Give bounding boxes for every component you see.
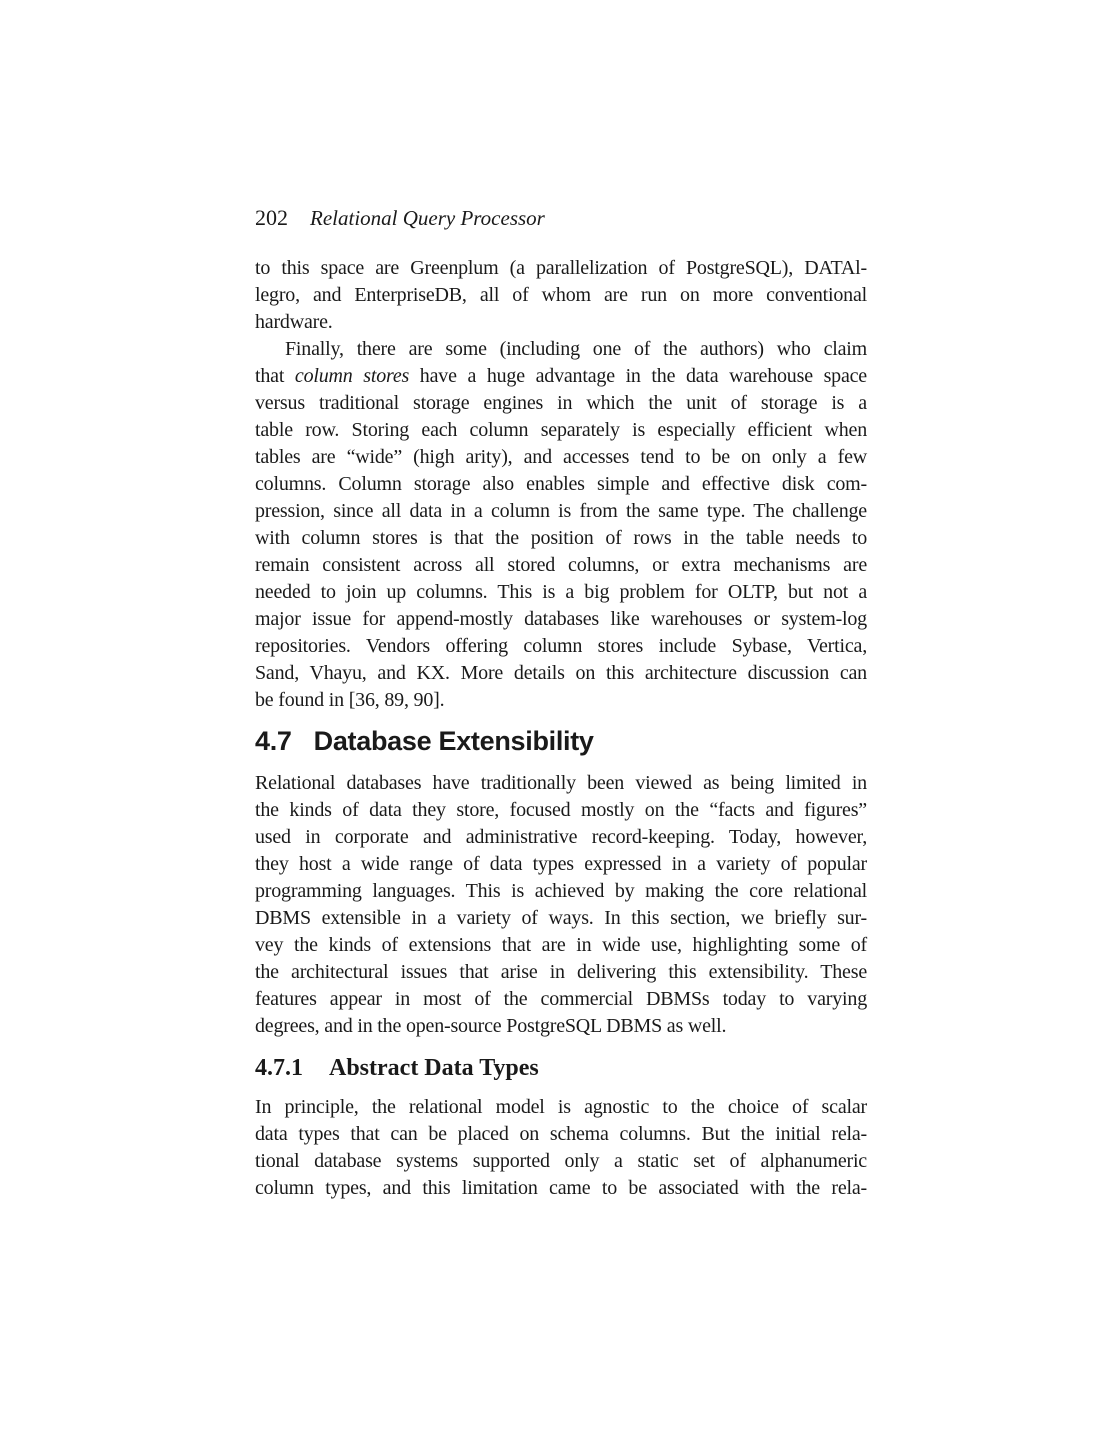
text-line: hardware. <box>255 311 333 333</box>
text-line: pression, since all data in a column is from the same type. The challenge <box>255 500 867 522</box>
text-line: tional database systems supported only a static set of alphanumeric <box>255 1150 867 1172</box>
text-line: repositories. Vendors offering column stores include Sybase, Vertica, <box>255 635 867 657</box>
subsection-heading <box>255 1054 867 1082</box>
text-line: be found in [36, 89, 90]. <box>255 689 445 711</box>
text-line: the architectural issues that arise in delivering this extensibility. These <box>255 961 867 983</box>
text-line: programming languages. This is achieved by making the core relational <box>255 880 867 902</box>
text-line: used in corporate and administrative record-keeping. Today, however, <box>255 826 867 848</box>
body-text <box>255 255 867 1202</box>
running-header-title: Relational Query Processor <box>310 206 545 230</box>
text-line: tables are “wide” (high arity), and accesses tend to be on only a few <box>255 446 867 468</box>
text-line: Sand, Vhayu, and KX. More details on this architecture discussion can <box>255 662 867 684</box>
heading-title: Abstract Data Types <box>329 1055 539 1081</box>
heading-number: 4.7 <box>255 726 292 756</box>
text-line: columns. Column storage also enables simple and effective disk com- <box>255 473 867 495</box>
text-line: Finally, there are some (including one of the authors) who claim <box>285 338 867 360</box>
text-line: versus traditional storage engines in which the unit of storage is a <box>255 392 867 414</box>
page-content <box>255 205 867 1202</box>
text-line: DBMS extensible in a variety of ways. In this section, we briefly sur- <box>255 907 867 929</box>
heading-title: Database Extensibility <box>313 726 594 756</box>
text-line: data types that can be placed on schema columns. But the initial rela- <box>255 1123 867 1145</box>
text-line: that column stores have a huge advantage in the data warehouse space <box>255 365 867 387</box>
text-line: with column stores is that the position of rows in the table needs to <box>255 527 867 549</box>
text-line: remain consistent across all stored columns, or extra mechanisms are <box>255 554 867 576</box>
text-line: Relational databases have traditionally been viewed as being limited in <box>255 772 867 794</box>
section-heading <box>255 725 867 757</box>
page-number: 202 <box>255 205 288 230</box>
text-line: legro, and EnterpriseDB, all of whom are run on more conventional <box>255 284 867 306</box>
text-line: In principle, the relational model is agnostic to the choice of scalar <box>255 1096 867 1118</box>
text-line: they host a wide range of data types expressed in a variety of popular <box>255 853 867 875</box>
text-line: degrees, and in the open-source PostgreSQL DBMS as well. <box>255 1015 727 1037</box>
text-line: the kinds of data they store, focused mostly on the “facts and figures” <box>255 799 867 821</box>
paragraph <box>255 255 867 336</box>
text-line: features appear in most of the commercial DBMSs today to varying <box>255 988 867 1010</box>
text-line: needed to join up columns. This is a big problem for OLTP, but not a <box>255 581 867 603</box>
running-header <box>255 205 867 231</box>
paragraph <box>255 1094 867 1202</box>
paragraph <box>255 336 867 714</box>
text-line: table row. Storing each column separately is especially efficient when <box>255 419 867 441</box>
paragraph <box>255 770 867 1040</box>
text-line: major issue for append-mostly databases like warehouses or system-log <box>255 608 867 630</box>
text-line: to this space are Greenplum (a parallelization of PostgreSQL), DATAl- <box>255 257 867 279</box>
text-line: vey the kinds of extensions that are in wide use, highlighting some of <box>255 934 867 956</box>
heading-number: 4.7.1 <box>255 1055 303 1081</box>
text-line: column types, and this limitation came to be associated with the rela- <box>255 1177 867 1199</box>
